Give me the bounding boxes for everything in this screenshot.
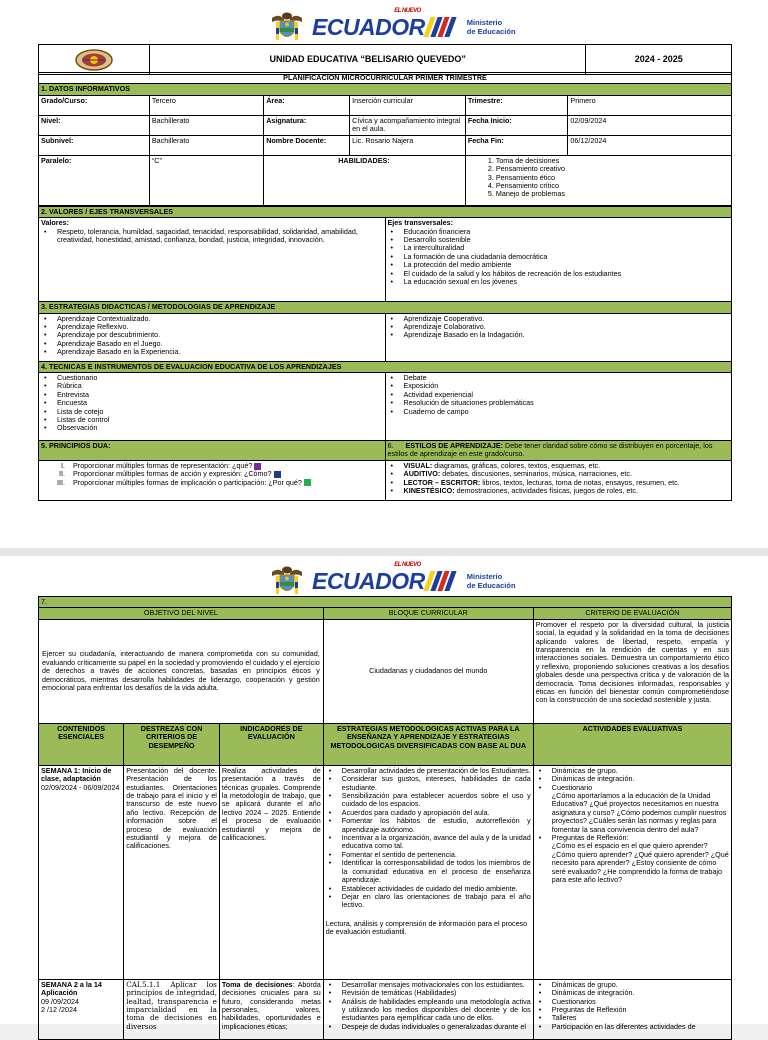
tecnicas-right	[385, 373, 732, 441]
estrategia-item: • Aprendizaje por descubrimiento.	[41, 331, 383, 339]
estilo-item: • AUDITIVO: debates, discusiones, seminarios, música, narraciones, etc.	[388, 470, 730, 478]
actividad-item: • Dinámicas de grupo.	[536, 981, 729, 989]
estilo-item: • LECTOR – ESCRITOR: libros, textos, lecturas, toma de notas, ensayos, resumen, etc.	[388, 479, 730, 487]
estrategia-item: • Desarrollar actividades de presentación de los Estudiantes.	[326, 767, 531, 775]
dua-item: II. Proporcionar múltiples formas de acción y expresión: ¿Cómo?	[47, 470, 383, 478]
section-3-title: 3. ESTRATEGIAS DIDACTICAS / METODOLOGIAS DE APRENDIZAJE	[39, 302, 732, 313]
page-2	[0, 548, 768, 1031]
school-name: UNIDAD EDUCATIVA “BELISARIO QUEVEDO”	[149, 45, 586, 75]
section-6-title: 6. ESTILOS DE APRENDIZAJE: Debe tener claridad sobre cómo se distribuyen en porcentaje, los estilos de aprendizaje en este grado/curso.	[385, 441, 732, 461]
eje-item: • Educación financiera	[388, 228, 730, 236]
ejes-cell	[385, 218, 732, 302]
habilidad-item: 1. Toma de decisiones	[487, 155, 560, 165]
tecnica-item: • Actividad experiencial	[388, 391, 730, 399]
estrategia-item: • Aprendizaje Basado en la Indagación.	[388, 331, 730, 339]
ecuador-tag: EL NUEVO	[394, 7, 421, 14]
actividad-item: • Preguntas de Reflexión	[536, 1006, 729, 1014]
ministry-logo	[270, 561, 516, 598]
estrategia-item: • Desarrollar mensajes motivacionales con los estudiantes.	[326, 981, 531, 989]
area-value: Inserción curricular	[350, 95, 466, 115]
grado-label: Grado/Curso:	[39, 95, 150, 115]
eje-item: • El cuidado de la salud y los hábitos de recreación de los estudiantes	[388, 270, 730, 278]
trimestre-value: Primero	[568, 95, 732, 115]
actividad-item: • Cuestionarios	[536, 998, 729, 1006]
estrategias-right	[385, 313, 732, 361]
habilidad-item: 2. Pensamiento creativo	[487, 164, 565, 174]
destrezas-header: DESTREZAS CON CRITERIOS DE DESEMPEÑO	[124, 723, 220, 765]
actividad-item: • Dinámicas de grupo.	[536, 767, 729, 775]
school-logo-cell	[39, 45, 150, 75]
semana1-destrezas: Presentación del docente. Presentación de los estudiantes. Orientaciones de trabajo para el inicio y el transcurso de este nuevo año lectivo. Recepción de información sobre el proceso de evaluación estudiantil y mejora de calificaciones.	[124, 765, 220, 979]
tecnica-item: • Cuaderno de campo	[388, 408, 730, 416]
trimestre-label: Trimestre:	[465, 95, 568, 115]
section-2-title: 2. VALORES / EJES TRANSVERSALES	[39, 206, 732, 217]
actividad-item: • Participación en las diferentes actividades de	[536, 1023, 729, 1031]
semana2-actividades	[533, 979, 731, 1039]
habilidad-item: 5. Manejo de problemas	[487, 189, 565, 199]
criterio-text: Promover el respeto por la diversidad cultural, la justicia social, la equidad y la solidaridad en la toma de decisiones aplicando valores de libertad, respeto, empatía y transparencia en la rendición de cuentas y en sus interacciones sociales. Demuestra un comportamiento ético y reflexivo, proponiendo soluciones creativas a los desafíos globales desde una perspectiva crítica y de valoración de la democracia. Toma decisiones informadas, responsables y éticas en función del bienestar común comprometiéndose con la construcción de una sociedad sostenible y justa.	[533, 619, 731, 723]
estrategia-item: • Establecer actividades de cuidado del medio ambiente.	[326, 885, 531, 893]
tecnica-item: • Rúbrica	[41, 382, 383, 390]
plan-body	[38, 72, 732, 501]
estilo-item: • VISUAL: diagramas, gráficas, colores, textos, esquemas, etc.	[388, 462, 730, 470]
tecnica-item: • Debate	[388, 374, 730, 382]
objetivo-text: Ejercer su ciudadanía, interactuando de manera comprometida con su comunidad, evaluando críticamente su papel en la sociedad y promoviendo el cuidado y el ejercicio de derechos a través de acciones concretas, basadas en principios éticos y democráticos, mientras desarrolla habilidades de liderazgo, cooperación y gestión emocional para enfrentar los desafíos de la vida adulta.	[39, 619, 324, 723]
estrategia-item: • Dejar en claro las orientaciones de trabajo para el año lectivo.	[326, 893, 531, 910]
actividad-item: • Dinámicas de integración.	[536, 775, 729, 783]
semana2-contenidos: SEMANA 2 a la 14 Aplicación 09 /09/2024 2 /12 /2024	[39, 979, 124, 1039]
estrategia-item: • Aprendizaje Contextualizado.	[41, 315, 383, 323]
dua-item: III. Proporcionar múltiples formas de implicación o participación: ¿Por qué?	[47, 479, 383, 487]
nivel-label: Nivel:	[39, 115, 150, 135]
valores-cell	[39, 218, 386, 302]
tecnica-item: • Entrevista	[41, 391, 383, 399]
estrategia-item: • Incentivar a la organización, avance del aula y de la unidad educativa como tal.	[326, 834, 531, 851]
habilidades-list	[465, 155, 731, 205]
estrategia-item: • Despeje de dudas individuales o generalizadas durante el	[326, 1023, 531, 1031]
flag-stripes-icon	[423, 17, 458, 37]
estrategias-header: ESTRATEGIAS METODOLOGICAS ACTIVAS PARA LA ENSEÑANZA Y APRENDIZAJE Y ESTRATEGIAS METODOLOGICAS DIVERSIFICADAS CON BASE AL DUA	[323, 723, 533, 765]
criterio-header: CRITERIO DE EVALUACIÓN	[533, 608, 731, 619]
fecha-inicio-value: 02/09/2024	[568, 115, 732, 135]
subnivel-value: Bachillerato	[149, 135, 263, 155]
actividad-preguntas: ¿Cómo es el espacio en el que quiero aprender? ¿Cómo quiero aprender? ¿Qué quiero aprender? ¿Qué necesito para aprender? ¿Estoy consiente de cómo seré evaluado? ¿He comprendido la forma de trabajo para este año lectivo?	[551, 841, 729, 885]
estrategia-item: • Aprendizaje Reflexivo.	[41, 323, 383, 331]
semana1-actividades	[533, 765, 731, 979]
paralelo-blank	[264, 155, 466, 205]
tecnica-item: • Exposición	[388, 382, 730, 390]
estrategia-item: • Aprendizaje Colaborativo.	[388, 323, 730, 331]
bloque-header: BLOQUE CURRICULAR	[323, 608, 533, 619]
habilidades-label: HABILIDADES:	[338, 155, 390, 165]
estrategia-item: • Identificar la corresponsabilidad de todos los miembros de la comunidad educativa en el proceso de enseñanza aprendizaje.	[326, 859, 531, 884]
ecuador-word: ECUADOR	[312, 13, 425, 40]
ministry-logo	[270, 7, 516, 44]
estilos-list	[385, 461, 732, 501]
ejes-label: Ejes transversales:	[387, 218, 454, 228]
semana2-indicadores: Toma de decisiones: Aborda decisiones cruciales para su futuro, considerando metas personales, valores, habilidades, oportunidades e implicaciones éticas;	[219, 979, 323, 1039]
indicadores-header: INDICADORES DE EVALUACIÓN	[219, 723, 323, 765]
estrategias-left	[39, 313, 386, 361]
estrategia-item: • Fomentar el sentido de pertenencia.	[326, 851, 531, 859]
semana2-estrategias	[323, 979, 533, 1039]
bloque-text: Ciudadanas y ciudadanos del mundo	[323, 619, 533, 723]
tecnica-item: • Lista de cotejo	[41, 408, 383, 416]
asignatura-label: Asignatura:	[264, 115, 350, 135]
tecnica-item: • Cuestionario	[41, 374, 383, 382]
nivel-value: Bachillerato	[149, 115, 263, 135]
semana1-estrategias	[323, 765, 533, 979]
semana1-indicadores: Realiza actividades de presentación a través de técnicas grupales. Comprende la metodología de trabajo, que se aplicará durante el año lectivo 2024 – 2025. Entiende el proceso de evaluación estudiantil y mejora de calificaciones.	[219, 765, 323, 979]
tecnica-item: • Resolución de situaciones problemáticas	[388, 399, 730, 407]
section-4-title: 4. TECNICAS E INSTRUMENTOS DE EVALUACION EDUCATIVA DE LOS APRENDIZAJES	[39, 361, 732, 372]
estrategias-footer: Lectura, análisis y comprensión de información para el proceso de evaluación estudiantil.	[325, 918, 528, 937]
eje-item: • La interculturalidad	[388, 244, 730, 252]
school-emblem-icon	[74, 48, 114, 72]
ministry-name: Ministerio de Educación	[466, 572, 516, 590]
paralelo-value: “C”	[149, 155, 263, 205]
ministry-name: Ministerio de Educación	[466, 18, 516, 36]
coat-of-arms-icon	[270, 10, 304, 44]
actividad-item: • Talleres	[536, 1014, 729, 1022]
estrategia-item: • Fomentar los hábitos de estudio, autorreflexión y aprendizaje autónomo.	[326, 817, 531, 834]
estilo-item: • KINESTÉSICO: demostraciones, actividades físicas, juegos de roles, etc.	[388, 487, 730, 495]
estrategia-item: • Análisis de habilidades empleando una metodología activa y utilizando los medios disponibles del docente y de los estudiantes para ejemplificar cada uno de ellos.	[326, 998, 531, 1023]
actividad-item: • Dinámicas de integración.	[536, 989, 729, 997]
eje-item: • La educación sexual en los jóvenes	[388, 278, 730, 286]
docente-label: Nombre Docente:	[264, 135, 350, 155]
actividad-item: • Cuestionario	[536, 784, 729, 792]
asignatura-value: Cívica y acompañamiento integral en el aula.	[350, 115, 466, 135]
estrategia-item: • Aprendizaje Basado en la Experiencia.	[41, 348, 383, 356]
habilidad-item: 3. Pensamiento ético	[487, 172, 555, 182]
actividad-preguntas: ¿Cómo aportaríamos a la educación de la Unidad Educativa? ¿Qué proyectos necesitamos en nuestra asignatura y curso? ¿Cómo podemos cumplir nuestros proyectos? ¿Cuáles serán las normas y reglas para fomentar la sana convivencia dentro del aula?	[551, 791, 727, 834]
area-label: Área:	[264, 95, 350, 115]
estrategia-item: • Aprendizaje Cooperativo.	[388, 315, 730, 323]
actividad-item: • Preguntas de Reflexión:	[536, 834, 729, 842]
plan-title: PLANIFICACION MICROCURRICULAR PRIMER TRIMESTRE	[39, 73, 732, 84]
estrategia-item: • Aprendizaje Basado en el Juego.	[41, 340, 383, 348]
estrategia-item: • Sensibilización para establecer acuerdos sobre el uso y cuidado de los espacios.	[326, 792, 531, 809]
green-swatch-icon	[304, 479, 311, 486]
estrategia-item: • Acuerdos para cuidado y apropiación del aula.	[326, 809, 531, 817]
tecnica-item: • Encuesta	[41, 399, 383, 407]
docente-value: Lic. Rosario Najera	[350, 135, 466, 155]
fecha-fin-label: Fecha Fin:	[465, 135, 568, 155]
grado-value: Tercero	[149, 95, 263, 115]
ecuador-wordmark	[312, 7, 425, 41]
semana2-destrezas: CAI.5.1.1 Aplicar los principios de integridad, lealtad, transparencia e imparcialidad en la toma de decisiones en diversos	[124, 979, 220, 1039]
ecuador-wordmark: EL NUEVO ECUADOR	[312, 561, 425, 594]
coat-of-arms-icon	[270, 564, 304, 598]
semana1-contenidos: SEMANA 1: Inicio de clase, adaptación 02/09/2024 - 06/09/2024	[39, 765, 124, 979]
fecha-fin-value: 06/12/2024	[568, 135, 732, 155]
dua-list	[39, 461, 386, 501]
eje-item: • La protección del medio ambiente	[388, 261, 730, 269]
contenidos-header: CONTENIDOS ESENCIALES	[39, 723, 124, 765]
actividades-header: ACTIVIDADES EVALUATIVAS	[533, 723, 731, 765]
estrategia-item: • Considerar sus gustos, intereses, habilidades de cada estudiante.	[326, 775, 531, 792]
section-5-title: 5. PRINCIPIOS DUA:	[39, 441, 386, 461]
eje-item: • Desarrollo sostenible	[388, 236, 730, 244]
valores-label: Valores:	[41, 218, 69, 228]
habilidad-item: 4. Pensamiento crítico	[487, 181, 559, 191]
school-year: 2024 - 2025	[586, 45, 732, 75]
estrategia-item: • Revisión de temáticas (Habilidades)	[326, 989, 531, 997]
valores-text: • Respeto, tolerancia, humildad, sagacidad, tenacidad, responsabilidad, solidaridad, amabilidad, creatividad, honestidad, amistad, confianza, bondad, justicia, integridad, innovación.	[41, 228, 383, 245]
subnivel-label: Subnivel:	[39, 135, 150, 155]
flag-stripes-icon	[423, 571, 458, 591]
objetivo-header: OBJETIVO DEL NIVEL	[39, 608, 324, 619]
tecnicas-left	[39, 373, 386, 441]
plan-body-2	[38, 596, 732, 1040]
section-7-title: 7.	[39, 597, 732, 608]
tecnica-item: • Observación	[41, 424, 383, 432]
section-1-title: 1. DATOS INFORMATIVOS	[39, 84, 732, 95]
eje-item: • La formación de una ciudadanía democrática	[388, 253, 730, 261]
school-header	[38, 44, 732, 75]
dua-item: I. Proporcionar múltiples formas de representación: ¿qué?	[47, 462, 383, 470]
tecnica-item: • Listas de control	[41, 416, 383, 424]
fecha-inicio-label: Fecha Inicio:	[465, 115, 568, 135]
paralelo-label: Paralelo:	[39, 155, 150, 205]
